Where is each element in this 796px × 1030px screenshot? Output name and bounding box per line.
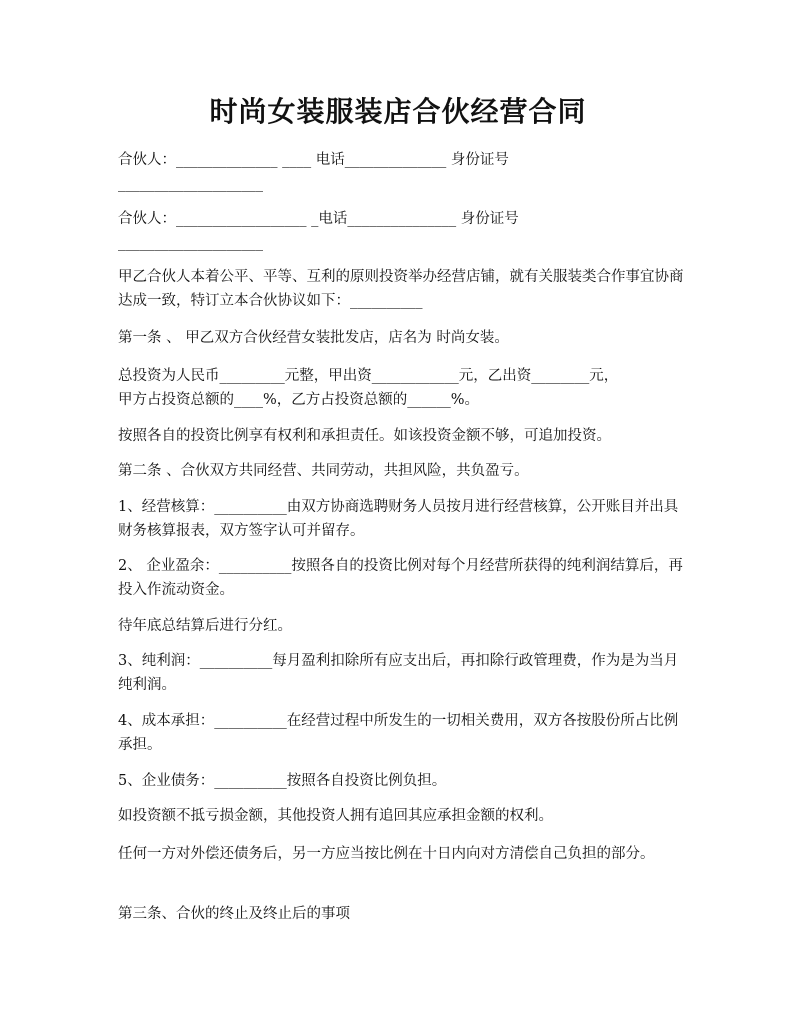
preamble-paragraph: 甲乙合伙人本着公平、平等、互利的原则投资举办经营店铺，就有关服装类合作事宜协商达成一致，特订立本合伙协议如下：__________ — [118, 269, 684, 309]
partner-b-line: 合伙人：__________________ _电话_______________ 身份证号 ____________________ — [118, 211, 519, 251]
clause-surplus: 2、 企业盈余：__________按照各自的投资比例对每个月经营所获得的纯利润结算后，再投入作流动资金。 — [118, 558, 683, 598]
rights-paragraph: 按照各自的投资比例享有权利和承担责任。如该投资金额不够，可追加投资。 — [118, 428, 611, 444]
loss-paragraph: 如投资额不抵亏损金额，其他投资人拥有追回其应承担金额的权利。 — [118, 808, 553, 824]
investment-paragraph: 总投资为人民币_________元整，甲出资____________元，乙出资________元， 甲方占投资总额的____%，乙方占投资总额的______%。 — [118, 368, 619, 408]
article-1-heading: 第一条 、 甲乙双方合伙经营女装批发店，店名为 时尚女装。 — [118, 330, 509, 346]
clause-cost-bearing: 4、成本承担：__________在经营过程中所发生的一切相关费用，双方各按股份所占比例承担。 — [118, 713, 679, 753]
partner-a-line: 合伙人：______________ ____ 电话______________ 身份证号 ____________________ — [118, 152, 509, 192]
repayment-paragraph: 任何一方对外偿还债务后，另一方应当按比例在十日内向对方清偿自己负担的部分。 — [118, 846, 655, 862]
dividend-paragraph: 待年底总结算后进行分红。 — [118, 618, 292, 634]
clause-net-profit: 3、纯利润：__________每月盈利扣除所有应支出后，再扣除行政管理费，作为是为当月纯利润。 — [118, 653, 679, 693]
clause-debts: 5、企业债务：__________按照各自投资比例负担。 — [118, 773, 447, 789]
document-title: 时尚女装服装店合伙经营合同 — [209, 95, 587, 128]
article-2-heading: 第二条 、合伙双方共同经营、共同劳动，共担风险，共负盈亏。 — [118, 463, 529, 479]
clause-accounting: 1、经营核算：__________由双方协商选聘财务人员按月进行经营核算，公开账目并出具财务核算报表，双方签字认可并留存。 — [118, 499, 679, 539]
article-3-heading: 第三条、合伙的终止及终止后的事项 — [118, 906, 350, 922]
